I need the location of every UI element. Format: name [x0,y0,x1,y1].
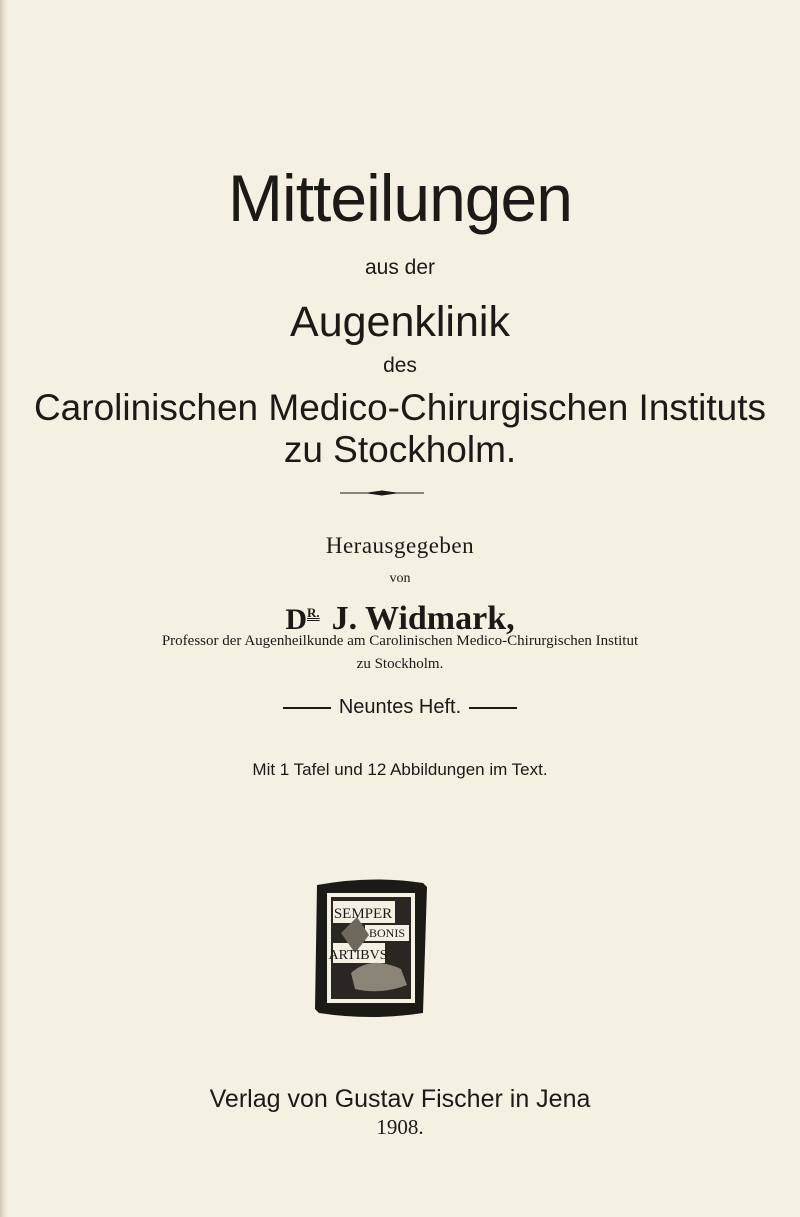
author-title-superscript: R. [307,605,320,620]
author-position: Professor der Augenheilkunde am Carolinischen Medico-Chirurgischen Institut [161,633,639,649]
publisher-line: Verlag von Gustav Fischer in Jena [209,1085,591,1113]
des-text: des [383,354,417,377]
title-heading: Mitteilungen [228,161,572,235]
institute-location: zu Stockholm. [283,429,517,470]
institute-name: Carolinischen Medico-Chirurgischen Instituts [33,387,767,428]
issue-rule-left [283,707,331,709]
emblem-text-bonis: BONIS [368,926,406,940]
von-text: von [389,571,411,586]
publication-year: 1908. [376,1115,424,1139]
aus-der-text: aus der [364,256,436,279]
illustrations-note: Mit 1 Tafel und 12 Abbildungen im Text. [252,760,548,779]
issue-rule-right [469,707,517,709]
author-name: J. Widmark, [331,600,515,637]
emblem-text-artibvs: ARTIBVS [328,948,388,963]
emblem-text-semper: SEMPER [333,906,393,922]
author-title: $D^{R.}$ [285,603,320,636]
publisher-emblem [311,873,431,1023]
edited-by-text: Herausgegeben [325,533,475,558]
issue-text: Neuntes Heft. [338,696,462,718]
author-city: zu Stockholm. [356,656,444,672]
divider-ornament [340,487,424,499]
issue-line [0,694,800,720]
clinic-heading: Augenklinik [290,298,510,346]
